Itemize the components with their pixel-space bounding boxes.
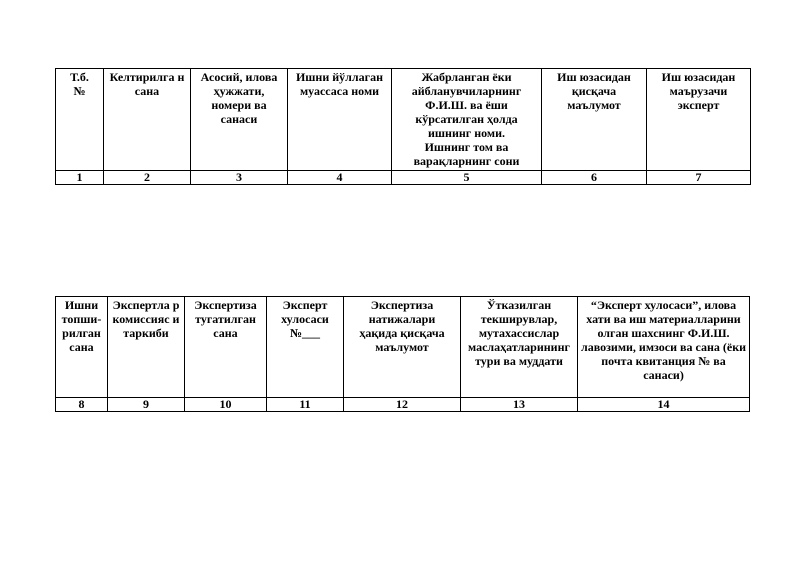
column-number: 4: [288, 171, 392, 185]
header-cell-sending-institution: Ишни йўллаган муассаса номи: [288, 69, 392, 171]
header-cell-completion-date: Экспертиза тугатилган сана: [185, 297, 267, 398]
register-table-1: [55, 68, 751, 185]
column-number: 5: [392, 171, 542, 185]
table-header-row: [56, 69, 751, 171]
column-number: 11: [267, 398, 344, 412]
column-number: 10: [185, 398, 267, 412]
header-cell-case-summary: Иш юзасидан қисқача маълумот: [542, 69, 647, 171]
header-cell-case-name: Жабрланган ёки айбланувчиларнинг Ф.И.Ш. ва ёши кўрсатилган ҳолда ишнинг номи. Ишнинг том ва варақларнинг сони: [392, 69, 542, 171]
column-number: 14: [578, 398, 750, 412]
column-number: 12: [344, 398, 461, 412]
column-number: 7: [647, 171, 751, 185]
table-number-row: [56, 171, 751, 185]
column-number: 9: [108, 398, 185, 412]
column-number: 1: [56, 171, 104, 185]
header-cell-commission-members: Экспертла р комиссияс и таркиби: [108, 297, 185, 398]
column-number: 8: [56, 398, 108, 412]
header-cell-handover-date: Ишни топши-рилган сана: [56, 297, 108, 398]
header-cell-recipient-details: “Эксперт хулосаси”, илова хати ва иш материалларини олган шахснинг Ф.И.Ш. лавозими, имзоси ва сана (ёки почта квитанция № ва санаси): [578, 297, 750, 398]
header-cell-reporting-expert: Иш юзасидан маърузачи эксперт: [647, 69, 751, 171]
header-cell-checks-consultations: Ўтказилган текширувлар, мутахассислар маслаҳатларининг тури ва муддати: [461, 297, 578, 398]
header-cell-results-summary: Экспертиза натижалари ҳақида қисқача маълумот: [344, 297, 461, 398]
header-cell-serial-number: Т.б. №: [56, 69, 104, 171]
register-table-2: [55, 296, 750, 412]
header-cell-expert-conclusion-number: Эксперт хулосаси №___: [267, 297, 344, 398]
column-number: 2: [104, 171, 191, 185]
column-number: 6: [542, 171, 647, 185]
column-number: 3: [191, 171, 288, 185]
table-number-row: [56, 398, 750, 412]
header-cell-main-document: Асосий, илова ҳужжати, номери ва санаси: [191, 69, 288, 171]
header-cell-arrival-date: Келтирилга н сана: [104, 69, 191, 171]
table-header-row: [56, 297, 750, 398]
column-number: 13: [461, 398, 578, 412]
